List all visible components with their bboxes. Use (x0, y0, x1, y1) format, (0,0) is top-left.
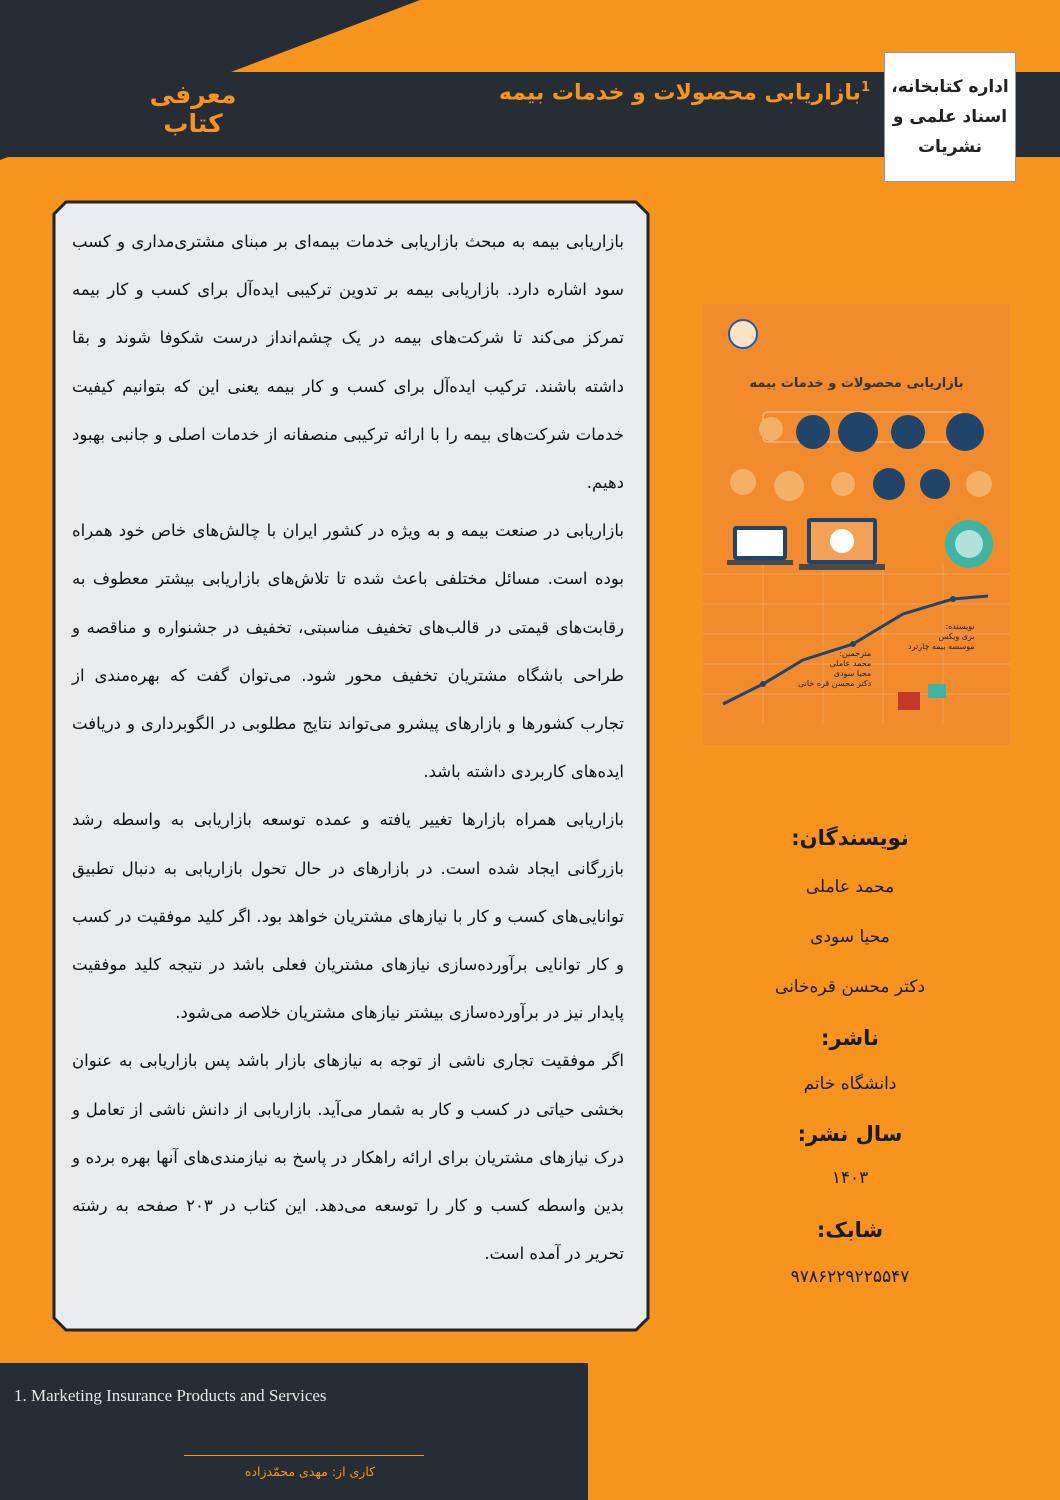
cover-writer-line: نویسنده: (945, 622, 975, 631)
publisher-label: ناشر: (821, 1026, 879, 1050)
cover-translators (798, 649, 871, 689)
footnote: 1. Marketing Insurance Products and Services (14, 1386, 327, 1405)
cover-translator-line: دکتر محسن قره خانی (798, 679, 872, 688)
author-name: محیا سودی (810, 927, 890, 947)
isbn-label: شابک: (816, 1218, 884, 1242)
footnote-ref: 1 (860, 80, 870, 95)
cover-translator-line: محیا سودی (833, 669, 872, 678)
cover-writer (908, 622, 975, 652)
section-label: معرفی کتاب (149, 80, 237, 138)
org-line: اسناد علمی و (892, 107, 1008, 127)
book-title (499, 80, 870, 105)
org-line: نشریات (917, 137, 983, 157)
org-line: اداره کتابخانه، (891, 77, 1009, 97)
footer-divider (184, 1455, 424, 1456)
publication-year: ۱۴۰۳ (831, 1168, 869, 1188)
isbn-value: ۹۷۸۶۲۲۹۲۲۵۵۴۷ (790, 1267, 910, 1287)
paragraph: بازاریابی بیمه به مبحث بازاریابی خدمات بیمه‌ای بر مبنای مشتری‌مداری و کسب سود اشاره دارد. بازاریابی بیمه بر تدوین ترکیبی ایده‌آل برای کسب و کار بیمه تمرکز می‌کند تا شرکت‌های بیمه در یک چشم‌انداز درست شکوفا شوند و بقا داشته باشند. ترکیب ایده‌آل برای کسب و کار بیمه یعنی این که بتوانیم کیفیت خدمات شرکت‌های بیمه را با ارائه ترکیبی منصفانه از خدمات اصلی و جانبی بهبود دهیم. (72, 232, 624, 493)
footer-bar (0, 1363, 588, 1500)
publisher-logo-icon (729, 320, 757, 348)
cover-translator-line: محمد عاملی (829, 659, 872, 668)
paragraph: اگر موفقیت تجاری ناشی از توجه به نیازهای بازار باشد پس بازاریابی به عنوان بخشی حیاتی در کسب و کار به شمار می‌آید. بازاریابی از دانش ناشی از تعامل و درک نیازهای مشتریان برای ارائه راهکار در پاسخ به نیازمندی‌های آنها بهره برده و بدین واسطه کسب و کار را توسعه می‌دهد. این کتاب در ۲۰۳ صفحه به رشته تحریر در آمده است. (72, 1051, 624, 1264)
cover-translator-line: مترجمین: (839, 649, 872, 658)
book-cover (703, 304, 1010, 745)
year-label: سال نشر: (797, 1122, 903, 1146)
authors-label: نویسندگان: (791, 826, 909, 850)
cover-writer-line: موسسه بیمه چارترد (908, 642, 975, 651)
book-title-text: بازاریابی محصولات و خدمات بیمه (498, 80, 861, 106)
article-body (72, 218, 624, 1278)
paragraph: بازاریابی در صنعت بیمه و به ویژه در کشور ایران با چالش‌های خاص خود همراه بوده است. مسائل مختلفی باعث شده تا تلاش‌های بازاریابی بیشتر معطوف به رقابت‌های قیمتی در قالب‌های تخفیف مناسبتی، تخفیف در جشنواره و مناقصه و طراحی باشگاه مشتریان تخفیف محور شود. می‌توان گفت که بهره‌مندی از تجارب کشورها و بازارهای پیشرو می‌تواند نتایج مطلوبی در الگوبرداری و دریافت ایده‌های کاربردی داشته باشد. (72, 521, 624, 782)
publisher-name: دانشگاه خاتم (803, 1074, 897, 1094)
credit: کاری از: مهدی محمّدزاده (244, 1464, 376, 1479)
author-name: محمد عاملی (805, 877, 895, 897)
paragraph: بازاریابی همراه بازارها تغییر یافته و عمده توسعه بازاریابی به واسطه رشد بازرگانی ایجاد شده است. در بازارهای در حال تحول بازاریابی به دنبال تطبیق توانایی‌های کسب و کار با نیازهای مشتریان خواهد بود. اگر کلید موفقیت در کسب و کار توانایی برآورده‌سازی نیازهای مشتریان فعلی باشد در نتیجه کلید موفقیت پایدار نیز در برآورده‌سازی بیشتر نیازهای مشتریان خلاصه می‌شود. (72, 810, 624, 1023)
cover-title: بازاریابی محصولات و خدمات بیمه (749, 376, 964, 391)
author-name: دکتر محسن قره‌خانی (774, 977, 926, 997)
cover-writer-line: بری ویکس (938, 632, 975, 641)
org-badge (884, 52, 1016, 182)
